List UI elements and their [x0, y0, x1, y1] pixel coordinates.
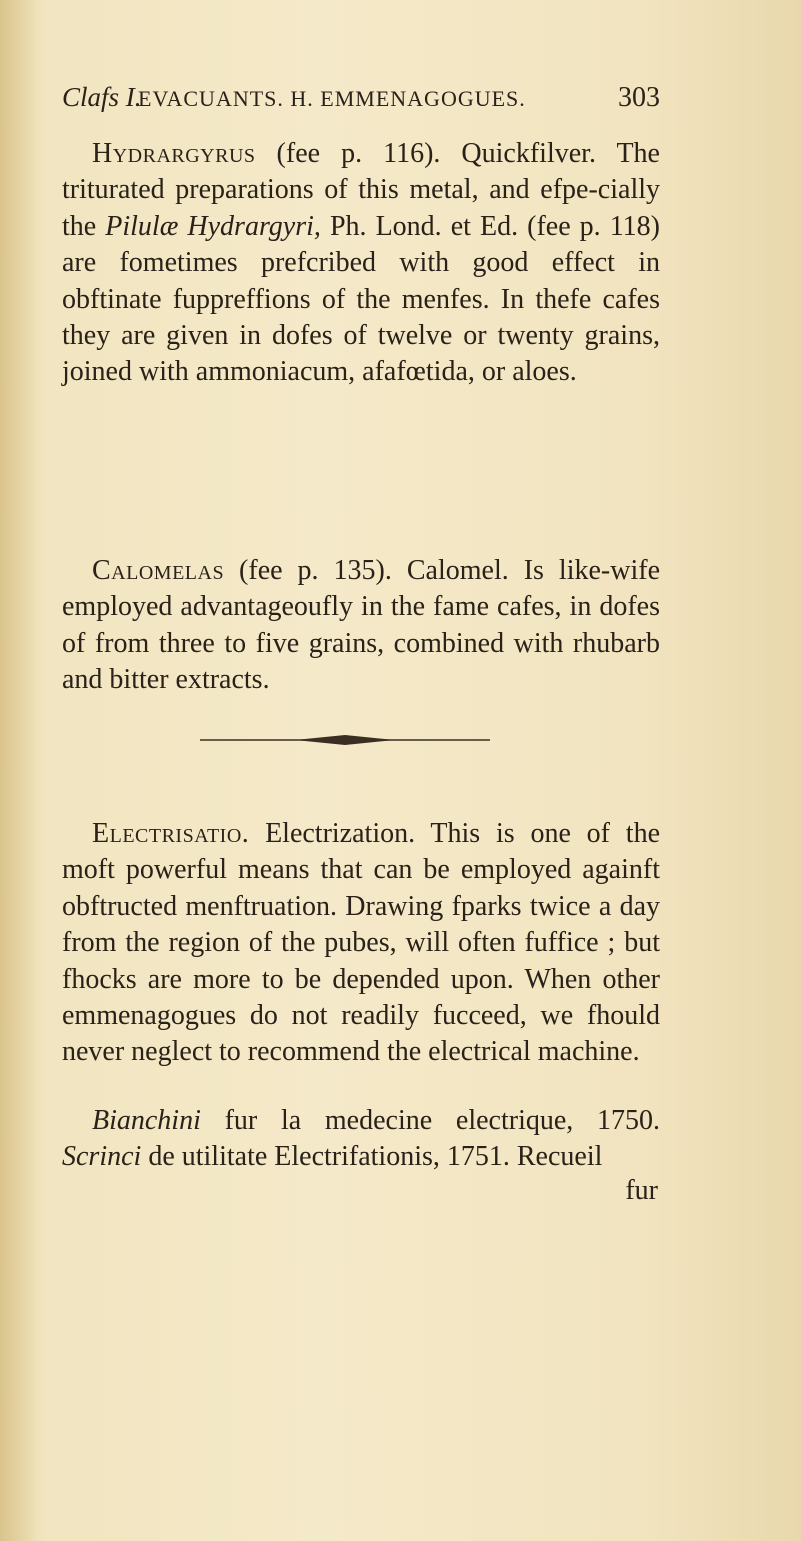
italic-term: Pilulæ Hydrargyri,: [105, 210, 321, 242]
author-name: Bianchini: [92, 1105, 201, 1136]
paragraph-calomelas: [62, 553, 660, 699]
paragraph-text: Electrization. This is one of the moft powerful means that can be employed againft obftructed menftruation. Drawing fparks twice a day from the region of the pubes, will often fuffice ; but fhocks are more to be depended upon. When other emmenagogues do not readily fucceed, we fhould never neglect to recommend the electrical machine.: [62, 818, 660, 1068]
catchword: fur: [625, 1175, 658, 1206]
paragraph-text: (fee p. 135). Calomel. Is like-wife employed advantageoufly in the fame cafes, in dofes of from three to five grains, combined with rhubarb and bitter extracts.: [62, 555, 660, 696]
paragraph-text: Ph. Lond. et Ed. (fee p. 118) are fometimes prefcribed with good effect in obftinate fuppreffions of the menfes. In thefe cafes they are given in dofes of twelve or twenty grains, joined with ammoniacum, afafœtida, or aloes.: [62, 210, 660, 388]
reference-text: fur la medecine electrique, 1750.: [200, 1105, 660, 1136]
running-title: EVACUANTS. H. EMMENAGOGUES.: [138, 86, 526, 111]
ornament-divider: [200, 734, 490, 746]
class-label: Clafs I.: [62, 82, 142, 112]
reference-text: de utilitate Electrifationis, 1751. Recueil: [141, 1141, 603, 1173]
entry-heading: Electrisatio.: [92, 818, 250, 849]
paragraph-hydrargyrus: [62, 136, 660, 391]
entry-heading: Calomelas: [92, 555, 225, 586]
running-header: [62, 82, 660, 122]
author-name: Scrinci: [62, 1141, 142, 1173]
paragraph-text: (fee p. 116). Quickfilver. The triturated preparations of this metal, and efpe-cially the: [62, 138, 660, 242]
paragraph-references: [62, 1103, 660, 1176]
page-number: 303: [618, 82, 660, 113]
entry-heading: Hydrargyrus: [92, 138, 256, 169]
paragraph-electrisatio: [62, 816, 660, 1071]
